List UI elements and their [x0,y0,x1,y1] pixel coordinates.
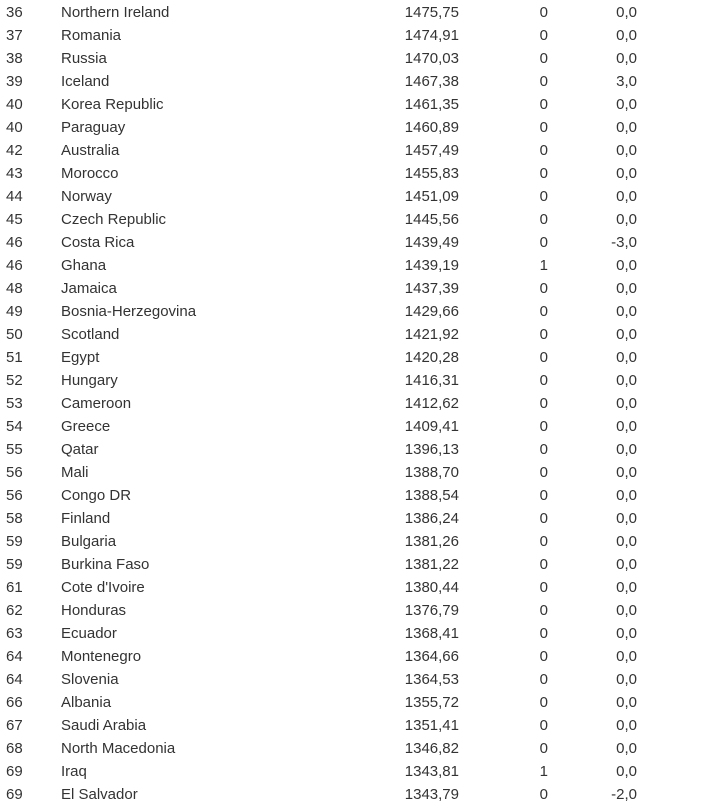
change-cell: 0 [539,50,548,67]
rank-cell: 53 [6,395,23,412]
team-name-cell: Honduras [61,602,127,619]
team-name-cell: Iraq [61,763,87,780]
diff-cell: 0,0 [616,510,637,527]
points-cell: 1351,41 [404,717,459,734]
row-spacer [637,691,707,714]
rank-cell: 58 [6,510,23,527]
points-cell: 1343,79 [404,786,459,803]
rank-cell: 45 [6,211,23,228]
rank-cell: 50 [6,326,23,343]
table-row [0,139,707,162]
table-row [0,300,707,323]
diff-cell: 0,0 [616,441,637,458]
diff-cell: 0,0 [616,418,637,435]
table-row [0,323,707,346]
points-cell: 1381,22 [404,556,459,573]
change-cell: 0 [539,188,548,205]
row-spacer [637,185,707,208]
points-cell: 1380,44 [404,579,459,596]
points-cell: 1460,89 [404,119,459,136]
row-spacer [637,530,707,553]
team-name-cell: Burkina Faso [61,556,150,573]
table-row [0,392,707,415]
rank-cell: 44 [6,188,23,205]
rank-cell: 59 [6,533,23,550]
table-row [0,346,707,369]
team-name-cell: Bosnia-Herzegovina [61,303,197,320]
rank-cell: 43 [6,165,23,182]
team-name-cell: Cameroon [61,395,132,412]
team-name-cell: Morocco [61,165,119,182]
rank-cell: 36 [6,4,23,21]
rank-cell: 64 [6,671,23,688]
team-name-cell: Iceland [61,73,110,90]
table-row [0,668,707,691]
points-cell: 1368,41 [404,625,459,642]
change-cell: 0 [539,487,548,504]
rank-cell: 69 [6,786,23,803]
points-cell: 1455,83 [404,165,459,182]
table-row [0,277,707,300]
row-spacer [637,737,707,760]
diff-cell: -3,0 [611,234,637,251]
rank-cell: 62 [6,602,23,619]
team-name-cell: Russia [61,50,107,67]
change-cell: 0 [539,740,548,757]
team-name-cell: Australia [61,142,120,159]
table-row [0,24,707,47]
row-spacer [637,323,707,346]
diff-cell: 0,0 [616,211,637,228]
diff-cell: 0,0 [616,648,637,665]
change-cell: 0 [539,280,548,297]
change-cell: 0 [539,96,548,113]
points-cell: 1346,82 [404,740,459,757]
change-cell: 0 [539,579,548,596]
row-spacer [637,93,707,116]
rank-cell: 59 [6,556,23,573]
table-row [0,507,707,530]
points-cell: 1388,70 [404,464,459,481]
rank-cell: 67 [6,717,23,734]
team-name-cell: Norway [61,188,112,205]
points-cell: 1412,62 [404,395,459,412]
table-row [0,484,707,507]
table-row [0,461,707,484]
table-row [0,116,707,139]
diff-cell: 0,0 [616,280,637,297]
row-spacer [637,231,707,254]
table-row [0,760,707,783]
change-cell: 1 [539,257,548,274]
table-row [0,185,707,208]
diff-cell: 0,0 [616,395,637,412]
change-cell: 0 [539,211,548,228]
diff-cell: 0,0 [616,533,637,550]
change-cell: 0 [539,510,548,527]
change-cell: 0 [539,372,548,389]
diff-cell: 0,0 [616,487,637,504]
row-spacer [637,714,707,737]
points-cell: 1386,24 [404,510,459,527]
rank-cell: 39 [6,73,23,90]
diff-cell: 0,0 [616,763,637,780]
points-cell: 1439,19 [404,257,459,274]
rank-cell: 46 [6,257,23,274]
diff-cell: 0,0 [616,50,637,67]
row-spacer [637,645,707,668]
row-spacer [637,116,707,139]
diff-cell: 0,0 [616,349,637,366]
team-name-cell: Bulgaria [61,533,117,550]
diff-cell: 0,0 [616,4,637,21]
change-cell: 0 [539,786,548,803]
team-name-cell: Saudi Arabia [61,717,147,734]
row-spacer [637,599,707,622]
row-spacer [637,277,707,300]
points-cell: 1467,38 [404,73,459,90]
diff-cell: 3,0 [616,73,637,90]
diff-cell: 0,0 [616,671,637,688]
points-cell: 1364,53 [404,671,459,688]
team-name-cell: El Salvador [61,786,138,803]
points-cell: 1475,75 [404,4,459,21]
team-name-cell: Romania [61,27,122,44]
row-spacer [637,70,707,93]
table-row [0,162,707,185]
table-row [0,70,707,93]
diff-cell: 0,0 [616,740,637,757]
rank-cell: 48 [6,280,23,297]
team-name-cell: Korea Republic [61,96,164,113]
row-spacer [637,208,707,231]
row-spacer [637,760,707,783]
table-row [0,438,707,461]
row-spacer [637,415,707,438]
table-row [0,1,707,24]
rank-cell: 63 [6,625,23,642]
table-row [0,599,707,622]
change-cell: 0 [539,648,548,665]
rank-cell: 61 [6,579,23,596]
diff-cell: 0,0 [616,188,637,205]
points-cell: 1381,26 [404,533,459,550]
diff-cell: 0,0 [616,96,637,113]
team-name-cell: Egypt [61,349,100,366]
row-spacer [637,622,707,645]
diff-cell: 0,0 [616,257,637,274]
diff-cell: 0,0 [616,142,637,159]
row-spacer [637,553,707,576]
change-cell: 0 [539,602,548,619]
change-cell: 0 [539,27,548,44]
diff-cell: 0,0 [616,556,637,573]
ranking-table [0,1,707,806]
change-cell: 0 [539,441,548,458]
table-row [0,622,707,645]
rank-cell: 49 [6,303,23,320]
change-cell: 0 [539,142,548,159]
diff-cell: 0,0 [616,579,637,596]
row-spacer [637,47,707,70]
points-cell: 1416,31 [404,372,459,389]
rank-cell: 40 [6,119,23,136]
diff-cell: 0,0 [616,326,637,343]
diff-cell: 0,0 [616,27,637,44]
change-cell: 0 [539,625,548,642]
points-cell: 1388,54 [404,487,459,504]
row-spacer [637,369,707,392]
rank-cell: 38 [6,50,23,67]
rank-cell: 37 [6,27,23,44]
points-cell: 1364,66 [404,648,459,665]
team-name-cell: Slovenia [61,671,119,688]
table-row [0,714,707,737]
rank-cell: 56 [6,487,23,504]
points-cell: 1474,91 [404,27,459,44]
table-row [0,553,707,576]
points-cell: 1437,39 [404,280,459,297]
team-name-cell: Albania [61,694,112,711]
change-cell: 0 [539,73,548,90]
points-cell: 1409,41 [404,418,459,435]
change-cell: 0 [539,418,548,435]
row-spacer [637,484,707,507]
team-name-cell: Greece [61,418,111,435]
rank-cell: 56 [6,464,23,481]
team-name-cell: Hungary [61,372,118,389]
points-cell: 1421,92 [404,326,459,343]
change-cell: 0 [539,717,548,734]
team-name-cell: Ghana [61,257,107,274]
table-row [0,645,707,668]
rank-cell: 46 [6,234,23,251]
table-row [0,47,707,70]
diff-cell: 0,0 [616,717,637,734]
team-name-cell: Jamaica [61,280,117,297]
team-name-cell: Qatar [61,441,99,458]
rank-cell: 51 [6,349,23,366]
team-name-cell: Cote d'Ivoire [61,579,145,596]
points-cell: 1376,79 [404,602,459,619]
row-spacer [637,576,707,599]
row-spacer [637,461,707,484]
rank-cell: 68 [6,740,23,757]
change-cell: 0 [539,395,548,412]
row-spacer [637,300,707,323]
points-cell: 1420,28 [404,349,459,366]
team-name-cell: Czech Republic [61,211,167,228]
rank-cell: 69 [6,763,23,780]
ranking-table-body [0,1,707,806]
change-cell: 0 [539,694,548,711]
points-cell: 1461,35 [404,96,459,113]
change-cell: 0 [539,556,548,573]
row-spacer [637,162,707,185]
change-cell: 1 [539,763,548,780]
points-cell: 1470,03 [404,50,459,67]
diff-cell: 0,0 [616,165,637,182]
rank-cell: 55 [6,441,23,458]
table-row [0,231,707,254]
rank-cell: 54 [6,418,23,435]
points-cell: 1445,56 [404,211,459,228]
table-row [0,254,707,277]
rank-cell: 42 [6,142,23,159]
table-row [0,93,707,116]
change-cell: 0 [539,326,548,343]
diff-cell: 0,0 [616,464,637,481]
team-name-cell: Scotland [61,326,120,343]
change-cell: 0 [539,303,548,320]
row-spacer [637,438,707,461]
row-spacer [637,346,707,369]
change-cell: 0 [539,165,548,182]
points-cell: 1451,09 [404,188,459,205]
rank-cell: 40 [6,96,23,113]
diff-cell: 0,0 [616,372,637,389]
diff-cell: 0,0 [616,694,637,711]
row-spacer [637,668,707,691]
row-spacer [637,392,707,415]
change-cell: 0 [539,533,548,550]
diff-cell: 0,0 [616,625,637,642]
team-name-cell: Paraguay [61,119,126,136]
table-row [0,691,707,714]
table-row [0,530,707,553]
table-row [0,415,707,438]
team-name-cell: Finland [61,510,111,527]
points-cell: 1343,81 [404,763,459,780]
row-spacer [637,1,707,24]
table-row [0,737,707,760]
change-cell: 0 [539,464,548,481]
team-name-cell: Mali [61,464,89,481]
change-cell: 0 [539,234,548,251]
rank-cell: 64 [6,648,23,665]
row-spacer [637,139,707,162]
points-cell: 1439,49 [404,234,459,251]
team-name-cell: Montenegro [61,648,142,665]
row-spacer [637,783,707,806]
points-cell: 1396,13 [404,441,459,458]
row-spacer [637,254,707,277]
row-spacer [637,507,707,530]
diff-cell: 0,0 [616,303,637,320]
diff-cell: 0,0 [616,119,637,136]
change-cell: 0 [539,119,548,136]
table-row [0,369,707,392]
team-name-cell: Ecuador [61,625,117,642]
table-row [0,208,707,231]
rank-cell: 66 [6,694,23,711]
table-row [0,783,707,806]
row-spacer [637,24,707,47]
change-cell: 0 [539,4,548,21]
rank-cell: 52 [6,372,23,389]
team-name-cell: Congo DR [61,487,132,504]
team-name-cell: North Macedonia [61,740,176,757]
change-cell: 0 [539,349,548,366]
change-cell: 0 [539,671,548,688]
points-cell: 1355,72 [404,694,459,711]
points-cell: 1429,66 [404,303,459,320]
points-cell: 1457,49 [404,142,459,159]
team-name-cell: Northern Ireland [61,4,170,21]
team-name-cell: Costa Rica [61,234,135,251]
diff-cell: 0,0 [616,602,637,619]
table-row [0,576,707,599]
diff-cell: -2,0 [611,786,637,803]
